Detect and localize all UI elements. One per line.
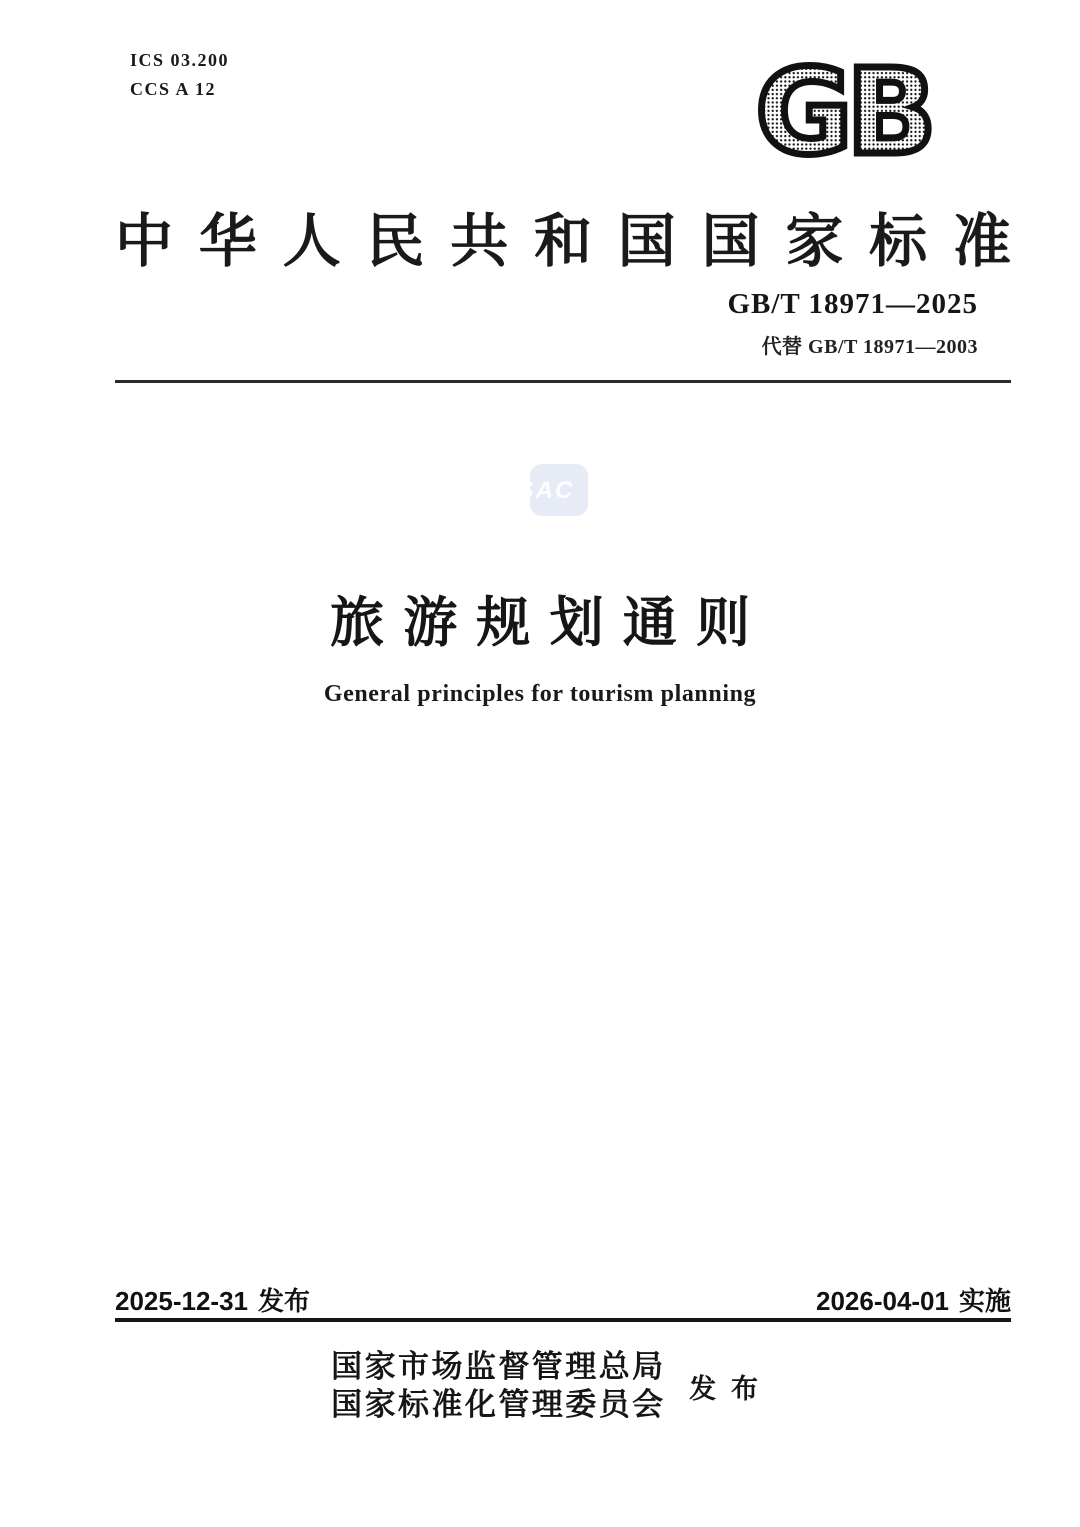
issuer-line-2: 国家标准化管理委员会 <box>331 1387 664 1422</box>
issue-date: 2025-12-31 <box>115 1286 248 1316</box>
footer-divider-line <box>115 1318 1011 1322</box>
issue-date-item <box>115 1281 310 1318</box>
sac-watermark <box>500 460 592 522</box>
publish-label: 发布 <box>689 1373 773 1404</box>
ics-code: ICS 03.200 <box>130 50 230 70</box>
ccs-code: CCS A 12 <box>130 79 217 99</box>
standard-code: GB/T 18971—2025 <box>727 288 978 320</box>
header-divider-line <box>115 380 1011 383</box>
implementation-date-label: 实施 <box>958 1286 1011 1316</box>
issue-date-label: 发布 <box>258 1286 311 1316</box>
sac-watermark-text: SAC <box>517 477 575 504</box>
issuer-names <box>331 1348 663 1424</box>
implementation-date-item <box>816 1281 1011 1318</box>
replaces-note: 代替 GB/T 18971—2003 <box>761 336 978 358</box>
gb-logo-text: GB <box>755 50 931 165</box>
document-title-english: General principles for tourism planning <box>323 681 757 707</box>
implementation-date: 2026-04-01 <box>815 1286 949 1316</box>
date-row <box>115 1281 1011 1318</box>
classification-codes <box>130 46 229 104</box>
national-standard-header: 中华人民共和国国家标准 <box>115 209 1011 274</box>
gb-logo-icon <box>737 50 950 165</box>
issuer-block <box>0 1348 1080 1424</box>
issuer-line-1: 国家市场监督管理总局 <box>331 1349 664 1384</box>
document-title-chinese: 旅游规划通则 <box>330 593 750 653</box>
